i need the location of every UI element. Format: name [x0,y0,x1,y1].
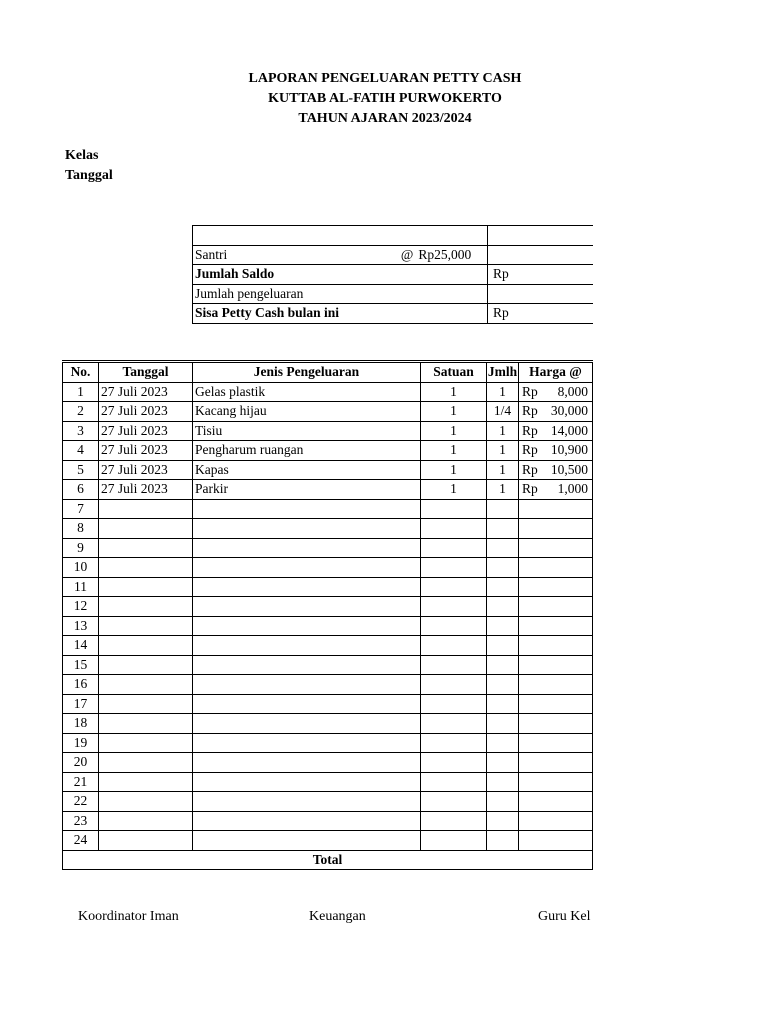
cell-no: 17 [63,694,99,714]
signature-koordinator: Koordinator Iman [78,909,179,924]
header-satuan: Satuan [421,362,487,383]
cell-harga [519,772,593,792]
cell-harga [519,480,593,500]
cell-jenis: Kacang hijau [193,402,421,422]
cell-harga [519,811,593,831]
cell-jmlh [487,694,519,714]
at-symbol: @ [400,246,414,262]
cell-tanggal [99,811,193,831]
header-tanggal: Tanggal [99,362,193,383]
cell-tanggal [99,538,193,558]
cell-satuan [421,772,487,792]
cell-harga [519,538,593,558]
sisa-value: Rp [488,304,593,324]
cell-tanggal [99,616,193,636]
cell-jenis [193,792,421,812]
cell-no: 19 [63,733,99,753]
cell-harga [519,636,593,656]
harga-value: 8,000 [557,383,588,399]
cell-harga [519,831,593,851]
cell-jenis [193,558,421,578]
cell-jenis: Gelas plastik [193,382,421,402]
santri-label: Santri [195,246,228,262]
cell-satuan [421,733,487,753]
currency-label: Rp [522,461,538,477]
table-row [63,811,593,831]
title-line-2: KUTTAB AL-FATIH PURWOKERTO [268,91,502,106]
cell-no: 18 [63,714,99,734]
table-row [63,733,593,753]
cell-satuan [421,538,487,558]
summary-row-blank [193,226,593,246]
cell-jenis [193,577,421,597]
cell-satuan: 1 [421,402,487,422]
cell-satuan [421,811,487,831]
cell-no: 23 [63,811,99,831]
table-row [63,792,593,812]
cell-tanggal [99,499,193,519]
table-row [63,772,593,792]
cell-satuan: 1 [421,441,487,461]
cell-harga [519,441,593,461]
cell-tanggal: 27 Juli 2023 [99,441,193,461]
cell-tanggal [99,714,193,734]
cell-jenis: Parkir [193,480,421,500]
table-row [63,675,593,695]
cell-no: 1 [63,382,99,402]
cell-no: 2 [63,402,99,422]
cell-jenis [193,499,421,519]
cell-satuan: 1 [421,421,487,441]
header-harga: Harga @ [519,362,593,383]
cell-harga [519,733,593,753]
cell-no: 12 [63,597,99,617]
cell-jenis [193,753,421,773]
cell-tanggal [99,636,193,656]
sisa-label: Sisa Petty Cash bulan ini [193,304,488,324]
cell-harga [519,460,593,480]
cell-satuan [421,597,487,617]
cell-harga [519,694,593,714]
currency-label: Rp [522,403,538,419]
cell-jmlh: 1 [487,421,519,441]
cell-satuan [421,616,487,636]
table-row [63,441,593,461]
currency-label: Rp [522,383,538,399]
harga-value: 10,500 [550,461,588,477]
table-row [63,714,593,734]
cell-jenis [193,655,421,675]
cell-jenis [193,772,421,792]
cell-jmlh [487,636,519,656]
cell-tanggal [99,597,193,617]
cell-harga [519,519,593,539]
cell-jmlh [487,753,519,773]
cell-harga [519,616,593,636]
table-row [63,460,593,480]
cell-jmlh [487,772,519,792]
cell-tanggal [99,831,193,851]
cell-jmlh [487,597,519,617]
cell-no: 14 [63,636,99,656]
cell-jmlh: 1 [487,480,519,500]
table-row [63,519,593,539]
cell-no: 24 [63,831,99,851]
cell-jmlh [487,538,519,558]
harga-value: 14,000 [550,422,588,438]
cell-harga [519,655,593,675]
cell-jenis [193,636,421,656]
header-jmlh: Jmlh [487,362,519,383]
cell-satuan: 1 [421,480,487,500]
santri-amount: Rp25,000 [418,246,472,262]
cell-jmlh: 1 [487,441,519,461]
summary-row-pengeluaran [193,284,593,304]
table-row [63,538,593,558]
signature-guru: Guru Kel [538,909,591,924]
kelas-label: Kelas [65,148,99,163]
table-row [63,831,593,851]
cell-jenis [193,597,421,617]
summary-row-saldo [193,265,593,285]
cell-tanggal [99,694,193,714]
table-row [63,499,593,519]
cell-tanggal [99,792,193,812]
cell-jmlh [487,577,519,597]
cell-no: 7 [63,499,99,519]
expense-table [62,360,593,870]
table-row [63,694,593,714]
cell-jenis: Tisiu [193,421,421,441]
cell-jmlh [487,811,519,831]
cell-no: 6 [63,480,99,500]
cell-tanggal [99,733,193,753]
table-row [63,753,593,773]
cell-tanggal [99,558,193,578]
cell-satuan [421,655,487,675]
total-label: Total [63,850,593,870]
cell-jenis [193,714,421,734]
cell-jenis [193,675,421,695]
cell-satuan [421,792,487,812]
title-line-1: LAPORAN PENGELUARAN PETTY CASH [248,71,522,86]
cell-jmlh [487,558,519,578]
cell-jmlh [487,792,519,812]
cell-tanggal [99,772,193,792]
cell-tanggal [99,753,193,773]
cell-jenis [193,519,421,539]
cell-no: 21 [63,772,99,792]
table-row [63,597,593,617]
cell-no: 22 [63,792,99,812]
header-jenis: Jenis Pengeluaran [193,362,421,383]
cell-satuan [421,831,487,851]
cell-jmlh: 1/4 [487,402,519,422]
cell-tanggal: 27 Juli 2023 [99,402,193,422]
cell-satuan [421,636,487,656]
total-row [63,850,593,870]
table-header-row [63,362,593,383]
cell-satuan [421,753,487,773]
jumlah-saldo-label: Jumlah Saldo [193,265,488,285]
cell-harga [519,421,593,441]
cell-no: 20 [63,753,99,773]
signature-keuangan: Keuangan [309,909,366,924]
cell-jenis [193,616,421,636]
summary-table [192,225,593,324]
jumlah-saldo-value: Rp [488,265,593,285]
cell-satuan [421,714,487,734]
cell-no: 9 [63,538,99,558]
cell-no: 4 [63,441,99,461]
cell-harga [519,402,593,422]
cell-jmlh [487,675,519,695]
cell-jmlh [487,519,519,539]
cell-harga [519,558,593,578]
cell-jmlh [487,831,519,851]
table-row [63,577,593,597]
cell-jmlh [487,616,519,636]
cell-harga [519,499,593,519]
table-row [63,636,593,656]
summary-row-santri [193,245,593,265]
currency-label: Rp [522,481,538,497]
cell-satuan: 1 [421,382,487,402]
currency-label: Rp [522,442,538,458]
cell-tanggal [99,519,193,539]
header-no: No. [63,362,99,383]
cell-satuan [421,694,487,714]
table-row [63,558,593,578]
cell-jmlh [487,733,519,753]
harga-value: 30,000 [550,403,588,419]
cell-jmlh: 1 [487,460,519,480]
table-row [63,382,593,402]
table-row [63,616,593,636]
cell-satuan [421,519,487,539]
cell-tanggal: 27 Juli 2023 [99,421,193,441]
cell-jmlh [487,714,519,734]
cell-satuan [421,558,487,578]
cell-jmlh [487,655,519,675]
title-line-3: TAHUN AJARAN 2023/2024 [298,111,472,126]
currency-label: Rp [522,422,538,438]
cell-harga [519,675,593,695]
cell-jenis [193,811,421,831]
cell-jenis [193,733,421,753]
table-row [63,402,593,422]
summary-row-sisa [193,304,593,324]
cell-jmlh [487,499,519,519]
cell-no: 3 [63,421,99,441]
cell-no: 8 [63,519,99,539]
report-title [0,69,768,129]
cell-tanggal: 27 Juli 2023 [99,480,193,500]
cell-tanggal: 27 Juli 2023 [99,382,193,402]
cell-jenis: Pengharum ruangan [193,441,421,461]
cell-tanggal [99,577,193,597]
harga-value: 10,900 [550,442,588,458]
cell-harga [519,597,593,617]
cell-satuan [421,675,487,695]
cell-no: 15 [63,655,99,675]
cell-harga [519,792,593,812]
cell-jmlh: 1 [487,382,519,402]
cell-no: 10 [63,558,99,578]
jumlah-pengeluaran-label: Jumlah pengeluaran [193,284,488,304]
table-row [63,421,593,441]
cell-harga [519,577,593,597]
cell-jenis [193,694,421,714]
table-row [63,480,593,500]
tanggal-label: Tanggal [65,168,113,183]
cell-no: 5 [63,460,99,480]
harga-value: 1,000 [557,481,588,497]
cell-satuan [421,577,487,597]
cell-satuan [421,499,487,519]
cell-jenis: Kapas [193,460,421,480]
cell-no: 16 [63,675,99,695]
cell-no: 11 [63,577,99,597]
cell-harga [519,714,593,734]
cell-satuan: 1 [421,460,487,480]
cell-tanggal [99,655,193,675]
cell-harga [519,382,593,402]
cell-harga [519,753,593,773]
cell-tanggal [99,675,193,695]
cell-jenis [193,831,421,851]
cell-jenis [193,538,421,558]
cell-tanggal: 27 Juli 2023 [99,460,193,480]
table-row [63,655,593,675]
cell-no: 13 [63,616,99,636]
